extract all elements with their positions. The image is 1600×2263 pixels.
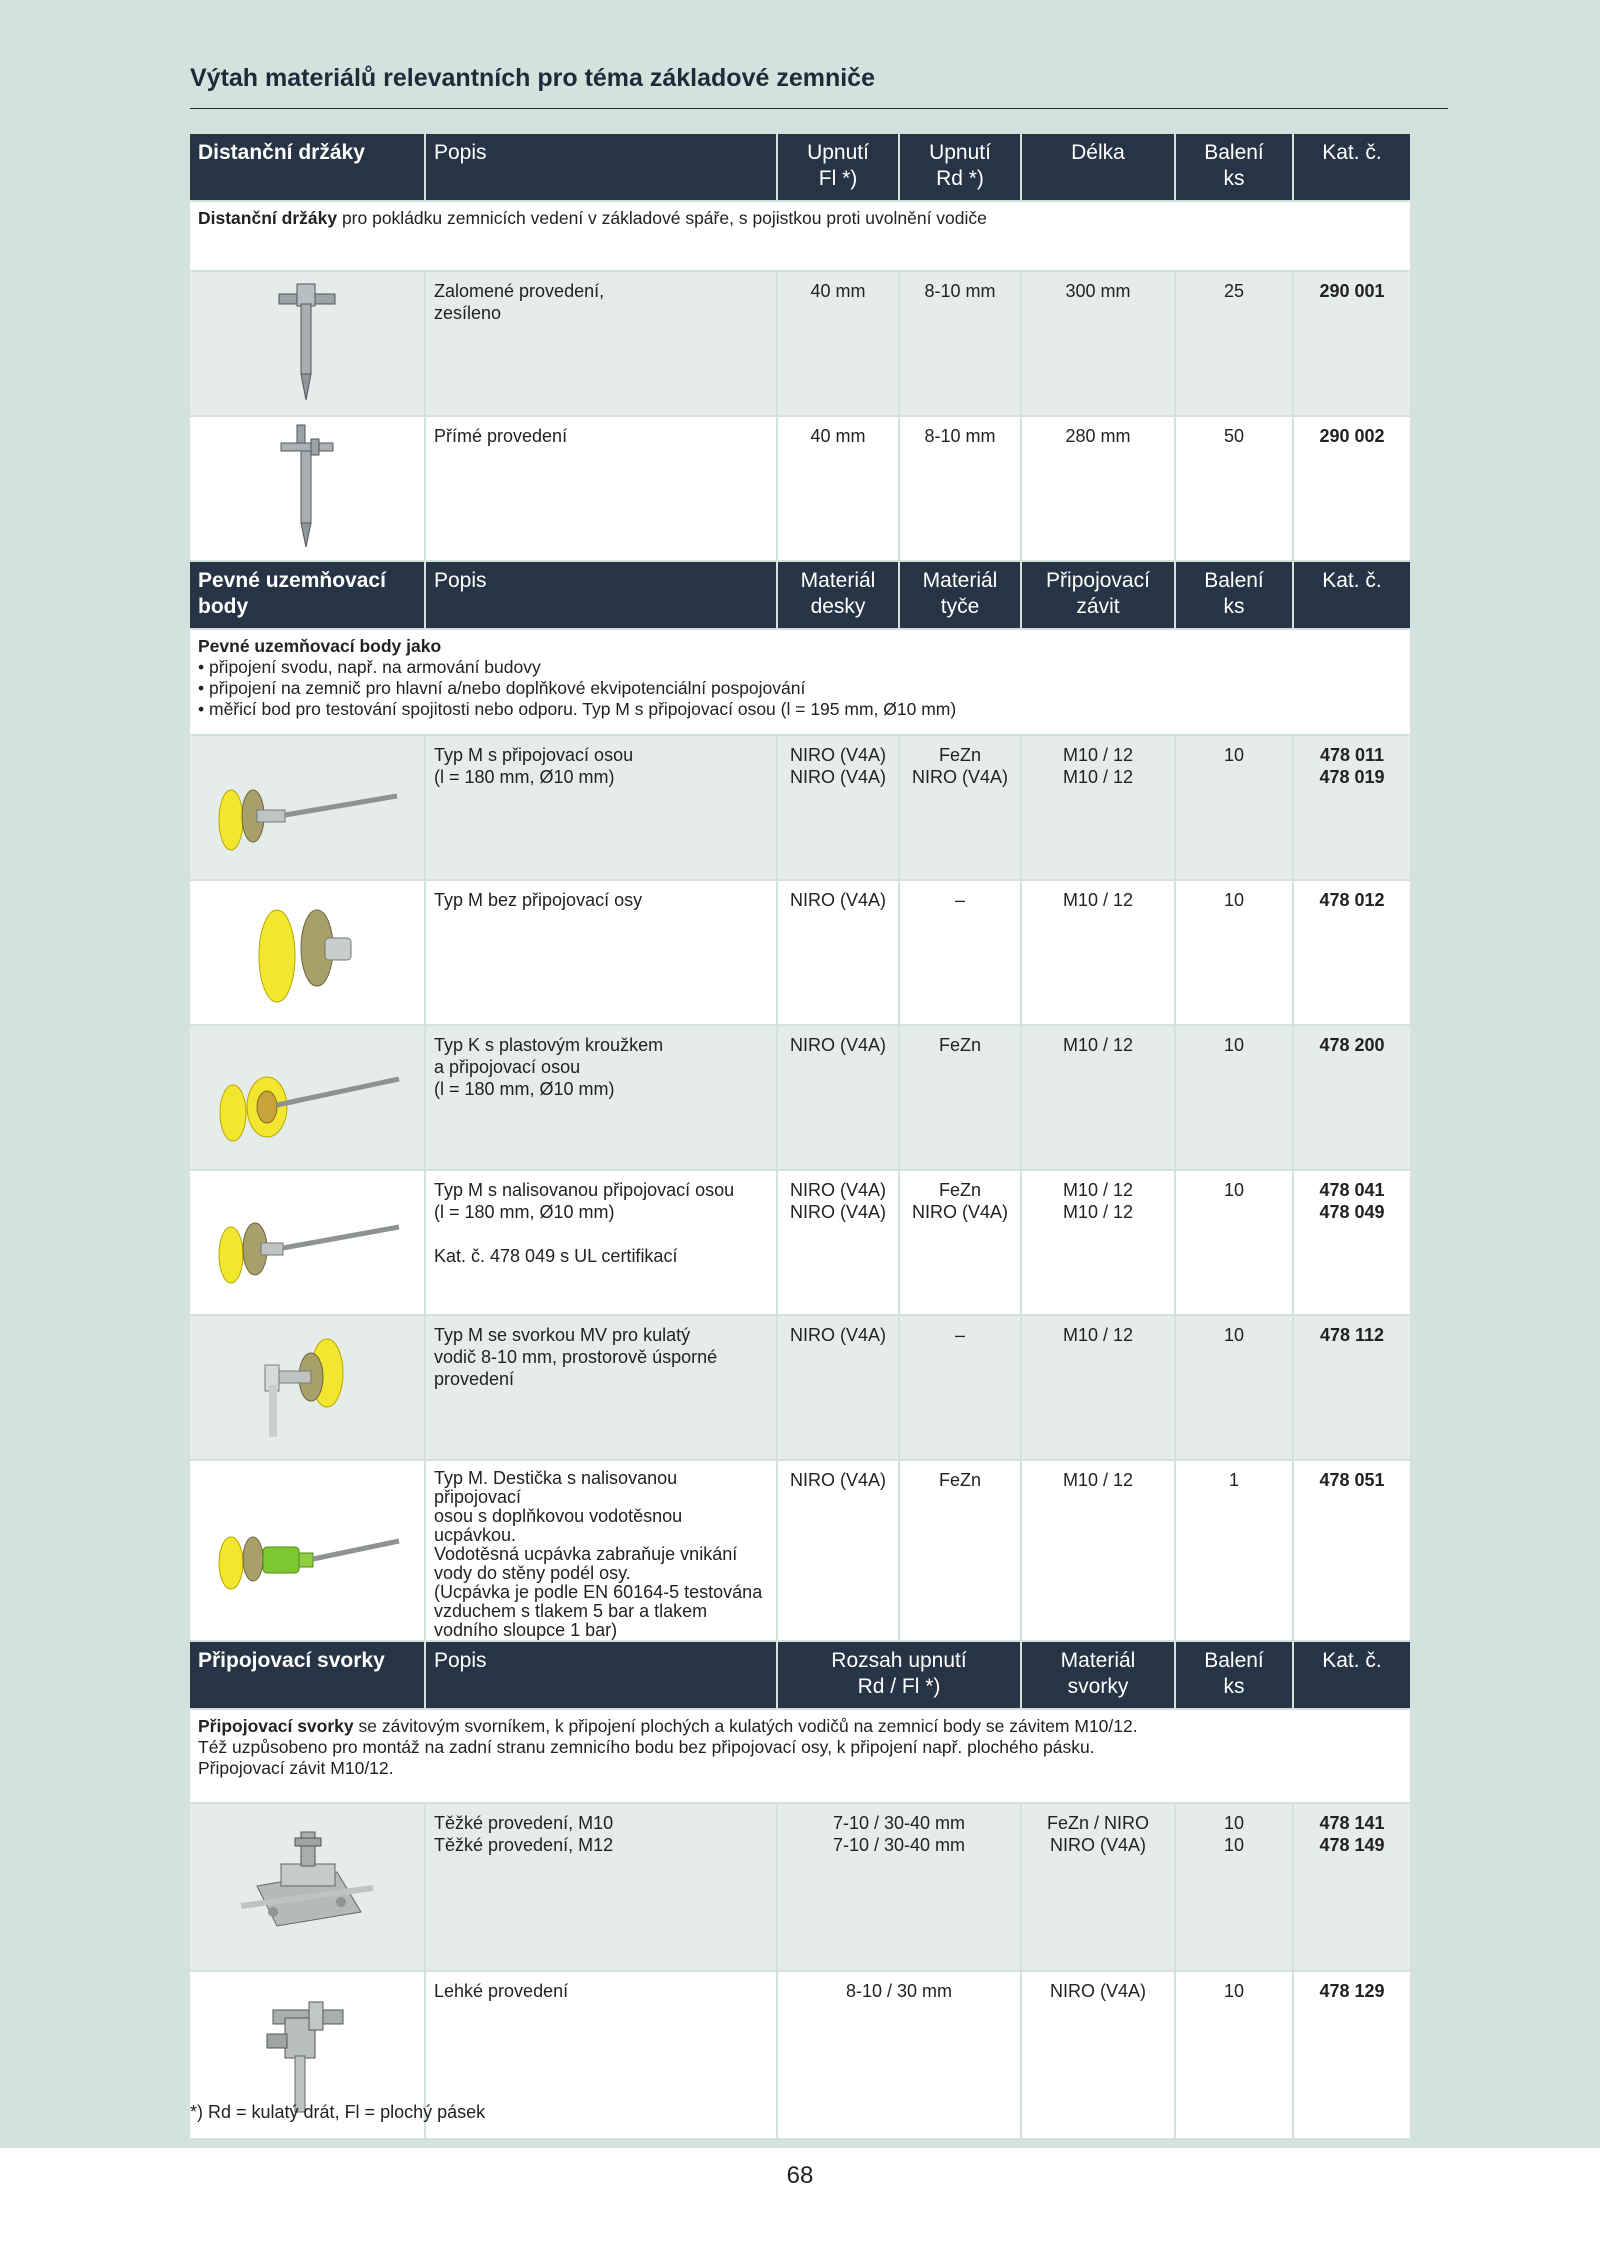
page-title: Výtah materiálů relevantních pro téma základové zemniče (190, 64, 875, 92)
kat-cell: 478 112 (1293, 1315, 1411, 1460)
product-image (189, 1170, 425, 1315)
intro-line: Připojovací závit M10/12. (198, 1758, 394, 1778)
popis-cell: Typ M bez připojovací osy (425, 880, 777, 1025)
footnote: *) Rd = kulatý drát, Fl = plochý pásek (190, 2102, 486, 2122)
product-image (189, 1315, 425, 1460)
product-row (189, 735, 1411, 880)
header-cell: Připojovací svorky (189, 1641, 425, 1709)
header-cell: Balení ks (1175, 561, 1293, 629)
deska-cell: NIRO (V4A) NIRO (V4A) (777, 1170, 899, 1315)
popis-cell (425, 1170, 777, 1315)
rozsah-cell: 7-10 / 30-40 mm 7-10 / 30-40 mm (777, 1803, 1021, 1971)
baleni-cell: 50 (1175, 416, 1293, 561)
zavit-cell: M10 / 12 (1021, 880, 1175, 1025)
kat-cell: 478 041 478 049 (1293, 1170, 1411, 1315)
product-image (189, 1025, 425, 1170)
popis-cell: Lehké provedení (425, 1971, 777, 2139)
deska-cell: NIRO (V4A) (777, 1460, 899, 1641)
kat-cell: 478 012 (1293, 880, 1411, 1025)
baleni-cell: 10 (1175, 735, 1293, 880)
deska-cell: NIRO (V4A) (777, 1315, 899, 1460)
section2-intro (189, 629, 1411, 735)
header-cell: Připojovací závit (1021, 561, 1175, 629)
intro-line (198, 1716, 1402, 1737)
earth-point-m-axis-icon (207, 750, 407, 860)
catalog-table (188, 132, 1412, 2140)
earth-point-m-no-axis-icon (207, 890, 407, 1010)
angled-spacer-icon (267, 276, 347, 406)
header-cell: Kat. č. (1293, 1641, 1411, 1709)
popis-cell: Typ M. Destička s nalisovanou připojovací osou s doplňkovou vodotěsnou ucpávkou. Vodotěsná ucpávka zabraňuje vnikání vody do stěny podél osy. (Ucpávka je podle EN 60164-5 testována vzduchem s tlakem 5 bar a tlakem vodního sloupce 1 bar) (425, 1460, 777, 1641)
header-cell: Pevné uzemňovací body (189, 561, 425, 629)
bullet-item: • měřicí bod pro testování spojitosti nebo odporu. Typ M s připojovací osou (l = 195 mm, Ø10 mm) (198, 699, 1402, 720)
zavit-cell: M10 / 12 M10 / 12 (1021, 1170, 1175, 1315)
baleni-cell: 1 (1175, 1460, 1293, 1641)
kat-cell: 478 141 478 149 (1293, 1803, 1411, 1971)
header-cell: Délka (1021, 133, 1175, 201)
tyc-cell: – (899, 880, 1021, 1025)
popis-cell: Typ M se svorkou MV pro kulatý vodič 8-10 mm, prostorově úsporné provedení (425, 1315, 777, 1460)
zavit-cell: M10 / 12 (1021, 1460, 1175, 1641)
popis-cell: Přímé provedení (425, 416, 777, 561)
kat-cell: 478 129 (1293, 1971, 1411, 2139)
header-cell: Popis (425, 1641, 777, 1709)
product-row (189, 1025, 1411, 1170)
header-cell: Balení ks (1175, 1641, 1293, 1709)
kat-cell: 290 002 (1293, 416, 1411, 561)
straight-spacer-icon (267, 421, 347, 551)
product-row (189, 1460, 1411, 1641)
header-cell: Distanční držáky (189, 133, 425, 201)
page-number: 68 (786, 2162, 814, 2189)
product-row (189, 1803, 1411, 1971)
section3-intro (189, 1709, 1411, 1803)
header-cell: Rozsah upnutí Rd / Fl *) (777, 1641, 1021, 1709)
baleni-cell: 25 (1175, 271, 1293, 416)
rd-cell: 8-10 mm (899, 271, 1021, 416)
intro-title: Pevné uzemňovací body jako (198, 636, 442, 656)
tyc-cell: FeZn NIRO (V4A) (899, 735, 1021, 880)
zavit-cell: M10 / 12 M10 / 12 (1021, 735, 1175, 880)
popis-cell: Typ M s připojovací osou (l = 180 mm, Ø10 mm) (425, 735, 777, 880)
earth-point-m-watertight-icon (207, 1493, 407, 1603)
kat-cell: 290 001 (1293, 271, 1411, 416)
tyc-cell: – (899, 1315, 1021, 1460)
fl-cell: 40 mm (777, 271, 899, 416)
header-cell: Upnutí Rd *) (899, 133, 1021, 201)
product-image (189, 416, 425, 561)
popis-note: Kat. č. 478 049 s UL certifikací (434, 1246, 678, 1266)
kat-cell: 478 200 (1293, 1025, 1411, 1170)
product-image (189, 880, 425, 1025)
product-image (189, 271, 425, 416)
header-cell: Balení ks (1175, 133, 1293, 201)
intro-rest: se závitovým svorníkem, k připojení plochých a kulatých vodičů na zemnicí body se závitem M10/12. (353, 1716, 1138, 1736)
deska-cell: NIRO (V4A) (777, 880, 899, 1025)
header-cell: Upnutí Fl *) (777, 133, 899, 201)
intro-bullets (198, 657, 1402, 720)
intro-line: Též uzpůsobeno pro montáž na zadní stranu zemnicího bodu bez připojovací osy, k připojení např. plochého pásku. (198, 1737, 1095, 1757)
deska-cell: NIRO (V4A) (777, 1025, 899, 1170)
fl-cell: 40 mm (777, 416, 899, 561)
header-cell: Materiál svorky (1021, 1641, 1175, 1709)
tyc-cell: FeZn (899, 1460, 1021, 1641)
popis-cell: Těžké provedení, M10 Těžké provedení, M12 (425, 1803, 777, 1971)
product-image (189, 1803, 425, 1971)
title-divider (190, 108, 1448, 109)
intro-bold: Připojovací svorky (198, 1716, 354, 1736)
section3-header (189, 1641, 1411, 1709)
header-cell: Materiál desky (777, 561, 899, 629)
light-clamp-icon (237, 1988, 377, 2118)
product-row (189, 880, 1411, 1025)
intro-bold: Distanční držáky (198, 208, 338, 228)
section2-header (189, 561, 1411, 629)
intro-text (189, 629, 1411, 735)
popis-text: Typ M s nalisovanou připojovací osou (l = 180 mm, Ø10 mm) (434, 1180, 735, 1222)
kat-cell: 478 051 (1293, 1460, 1411, 1641)
product-image (189, 1460, 425, 1641)
intro-text (189, 201, 1411, 271)
header-cell: Popis (425, 561, 777, 629)
bullet-item: • připojení na zemnič pro hlavní a/nebo doplňkové ekvipotenciální pospojování (198, 678, 1402, 699)
header-cell: Materiál tyče (899, 561, 1021, 629)
delka-cell: 280 mm (1021, 416, 1175, 561)
product-row (189, 1315, 1411, 1460)
material-cell: NIRO (V4A) (1021, 1971, 1175, 2139)
zavit-cell: M10 / 12 (1021, 1025, 1175, 1170)
bullet-item: • připojení svodu, např. na armování budovy (198, 657, 1402, 678)
header-cell: Popis (425, 133, 777, 201)
baleni-cell: 10 10 (1175, 1803, 1293, 1971)
rozsah-cell: 8-10 / 30 mm (777, 1971, 1021, 2139)
header-cell: Kat. č. (1293, 133, 1411, 201)
baleni-cell: 10 (1175, 1170, 1293, 1315)
rd-cell: 8-10 mm (899, 416, 1021, 561)
product-row (189, 416, 1411, 561)
product-row (189, 1170, 1411, 1315)
zavit-cell: M10 / 12 (1021, 1315, 1175, 1460)
deska-cell: NIRO (V4A) NIRO (V4A) (777, 735, 899, 880)
earth-point-m-pressed-axis-icon (207, 1185, 407, 1295)
header-cell: Kat. č. (1293, 561, 1411, 629)
baleni-cell: 10 (1175, 1025, 1293, 1170)
intro-rest: pro pokládku zemnicích vedení v základové spáře, s pojistkou proti uvolnění vodiče (337, 208, 987, 228)
kat-cell: 478 011 478 019 (1293, 735, 1411, 880)
tyc-cell: FeZn (899, 1025, 1021, 1170)
popis-cell: Zalomené provedení, zesíleno (425, 271, 777, 416)
material-cell: FeZn / NIRO NIRO (V4A) (1021, 1803, 1175, 1971)
section1-header (189, 133, 1411, 201)
product-image (189, 735, 425, 880)
delka-cell: 300 mm (1021, 271, 1175, 416)
popis-cell: Typ K s plastovým kroužkem a připojovací osou (l = 180 mm, Ø10 mm) (425, 1025, 777, 1170)
baleni-cell: 10 (1175, 1315, 1293, 1460)
product-row (189, 271, 1411, 416)
baleni-cell: 10 (1175, 1971, 1293, 2139)
heavy-clamp-icon (237, 1820, 377, 1950)
intro-text (189, 1709, 1411, 1803)
section1-intro (189, 201, 1411, 271)
baleni-cell: 10 (1175, 880, 1293, 1025)
earth-point-k-ring-icon (207, 1035, 407, 1155)
tyc-cell: FeZn NIRO (V4A) (899, 1170, 1021, 1315)
earth-point-mv-clamp-icon (207, 1325, 407, 1445)
